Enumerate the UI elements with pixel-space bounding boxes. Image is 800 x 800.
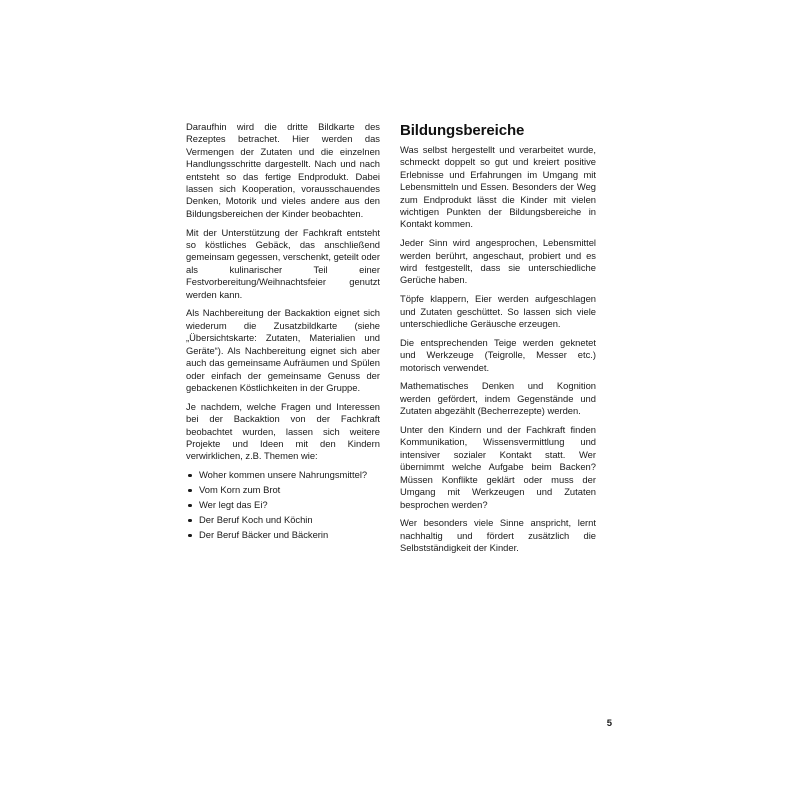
list-item (186, 499, 380, 511)
paragraph: Je nachdem, welche Fragen und Interessen bei der Backaktion von der Fachkraft beobachtet wurden, lassen sich weitere Projekte und Ideen mit den Kindern verwirklichen, z.B. Themen wie: (186, 400, 380, 462)
right-column (400, 122, 596, 561)
list-item (186, 469, 380, 481)
list-item (186, 484, 380, 496)
list-item-text: Woher kommen unsere Nahrungsmittel? (199, 469, 368, 481)
paragraph: Die entsprechenden Teige werden geknetet und Werkzeuge (Teigrolle, Messer etc.) motorisch verwendet. (400, 336, 596, 373)
paragraph: Wer besonders viele Sinne anspricht, lernt nachhaltig und fördert zusätzlich die Selbstständigkeit der Kinder. (400, 517, 596, 554)
bullet-icon (188, 519, 192, 523)
topic-list (186, 469, 380, 541)
bullet-icon (188, 474, 192, 478)
paragraph: Unter den Kindern und der Fachkraft finden Kommunikation, Wissensvermittlung und intensiver sozialer Kontakt statt. Wer übernimmt welche Aufgabe beim Backen? Müssen Konflikte geklärt oder muss der Umgang mit Werkzeugen und Zutaten besprochen werden? (400, 424, 596, 510)
list-item-text: Vom Korn zum Brot (199, 484, 281, 496)
list-item-text: Der Beruf Bäcker und Bäckerin (199, 529, 329, 541)
left-column (186, 121, 380, 544)
list-item-text: Der Beruf Koch und Köchin (199, 514, 313, 526)
bullet-icon (188, 534, 192, 538)
paragraph: Töpfe klappern, Eier werden aufgeschlagen und Zutaten geschüttet. So lassen sich viele unterschiedliche Geräusche erzeugen. (400, 293, 596, 330)
paragraph: Daraufhin wird die dritte Bildkarte des Rezeptes betrachet. Hier werden das Vermengen der Zutaten und die einzelnen Handlungsschritte dargestellt. Nach und nach entsteht so das fertige Endprodukt. Dabei lassen sich Kooperation, vorausschauendes Denken, Motorik und vieles andere aus den Bildungsbereichen der Kinder beobachten. (186, 121, 380, 219)
list-item (186, 514, 380, 526)
section-heading: Bildungsbereiche (400, 122, 525, 139)
list-item (186, 529, 380, 541)
paragraph: Was selbst hergestellt und verarbeitet wurde, schmeckt doppelt so gut und kreiert positive Erlebnisse und Erfahrungen im Umgang mit Lebensmitteln und Essen. Besonders der Weg zum Endprodukt lässt die Kinder mit vielen wichtigen Punkten der Bildungsbereiche in Kontakt kommen. (400, 144, 596, 230)
bullet-icon (188, 489, 192, 493)
paragraph: Mit der Unterstützung der Fachkraft entsteht so köstliches Gebäck, das anschließend gemeinsam gegessen, verschenkt, geteilt oder als kulinarischer Teil einer Festvorbereitung/Weihnachtsfeier genutzt werden kann. (186, 226, 380, 300)
page-number: 5 (606, 718, 612, 729)
paragraph: Als Nachbereitung der Backaktion eignet sich wiederum die Zusatzbildkarte (siehe „Übersichtskarte: Zutaten, Materialien und Geräte“). Als Nachbereitung eignet sich aber auch das gemeinsame Aufräumen und Spülen oder einfach der gemeinsame Genuss der gebackenen Köstlichkeiten in der Gruppe. (186, 307, 380, 393)
bullet-icon (188, 504, 192, 508)
paragraph: Jeder Sinn wird angesprochen, Lebensmittel werden berührt, angeschaut, probiert und es wird festgestellt, dass sie unterschiedliche Gerüche haben. (400, 237, 596, 286)
list-item-text: Wer legt das Ei? (199, 499, 268, 511)
paragraph: Mathematisches Denken und Kognition werden gefördert, indem Gegenstände und Zutaten abgezählt (Becherrezepte) werden. (400, 380, 596, 417)
